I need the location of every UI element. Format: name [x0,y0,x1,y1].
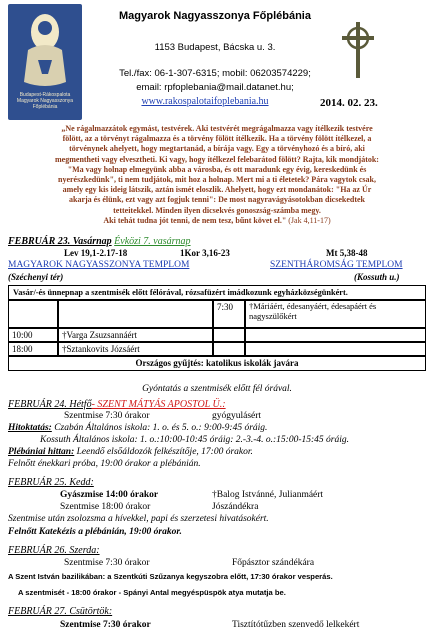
day-tuesday-title: FEBRUÁR 25. Kedd: [8,477,94,488]
mass-row: 7:30 †Máriáért, édesanyáért, édesapáért és nagyszülőkért [8,300,426,328]
choir-rehearsal: Felnőtt énekkari próba, 19:00 órakor a plébánián. [8,459,201,469]
church-right-sub: (Kossuth u.) [354,272,400,282]
phone: Tel./fax: 06-1-307-6315; mobil: 06203574229; [119,68,311,79]
tuesday-mass: Szentmise 18:00 órakor [60,502,151,512]
church-left: MAGYAROK NAGYASSZONYA TEMPLOM [8,260,190,270]
email: email: rpfoplebania@mail.datanet.hu; [136,82,294,93]
tuesday-mass-intent: Jószándékra [212,502,259,512]
collection-note: Országos gyűjtés: katolikus iskolák javára [8,356,426,371]
tuesday-note: Szentmise után zsolozsma a hívekkel, papi és szerzetesi hivatásokért. [8,514,269,524]
wednesday-intent: Főpásztor szándékára [232,558,315,568]
thursday-mass: Szentmise 7:30 órakor [60,620,151,630]
tuesday-prayer-intent: †Balog Istvánné, Julianmáért [212,490,324,500]
church-right: SZENTHÁROMSÁG TEMPLOM [270,260,403,270]
cross-icon [336,20,380,80]
gospel: Mt 5,38-48 [326,248,368,258]
mass-row: 10:00 †Varga Zsuzsannáért [8,328,426,342]
day-wednesday-title: FEBRUÁR 26. Szerda: [8,545,100,556]
confession-note: Vasár/-és ünnepnap a szentmisék előtt félórával, rózsafüzért imádkozunk egyházközségünkért. [8,285,426,300]
day-monday-title: FEBRUÁR 24. Hétfő- SZENT MÁTYÁS APOSTOL Ü.: [8,399,226,410]
address: 1153 Budapest, Bácska u. 3. [154,42,276,53]
wednesday-mass: Szentmise 7:30 órakor [64,558,150,568]
sunday-title: FEBRUÁR 23. Vasárnap Évközi 7. vasárnap [8,236,191,247]
hittan-2: Kossuth Általános iskola: 1. o.:10:00-10:45 óráig: 2.-3.-4. o.:15:00-15:45 óráig. [40,435,349,445]
church-name: Magyarok Nagyasszonya Főplébánia [119,10,311,22]
wednesday-vespers: A Szent István bazilikában: a Szentkúti Szűzanya kegyszobra előtt, 17:30 órakor vesperás. [8,572,333,581]
logo-text: Budapest-Rákospalota Magyarok Nagyasszonya Főplébánia [16,92,74,110]
website-link[interactable]: www.rakospalotaifoplebania.hu [141,96,269,107]
monday-mass: Szentmise 7:30 órakor [64,411,150,421]
reading-1: Lev 19,1-2.17-18 [64,248,128,258]
tuesday-catechesis: Felnőtt Katekézis a plébánián, 19:00 órakor. [8,527,182,537]
mass-row: 18:00 †Sztankovits Józsáért [8,342,426,356]
confession-time: Gyóntatás a szentmisék előtt fél órával. [142,384,292,394]
monday-intent: gyógyulásért [212,411,262,421]
wednesday-evening: A szentmisét - 18:00 órakor - Spányi Antal megyéspüspök atya mutatja be. [18,588,286,597]
parish-logo [8,4,82,120]
hittan-1: Hitoktatás: Czabán Általános iskola: 1. o. és 5. o.: 9:00-9:45 óráig. [8,423,268,433]
tuesday-prayer: Gyászmise 14:00 órakor [60,490,159,500]
day-thursday-title: FEBRUÁR 27. Csütörtök: [8,606,113,617]
church-left-sub: (Széchenyi tér) [8,272,64,282]
scripture-quote: „Ne rágalmazzátok egymást, testvérek. Aki testvérét megrágalmazza vagy ítélkezik testvére fölött, az a törvényt rágalmazza és a törvény fölött ítélkezik. Ha a törvény fölött ítélkezel, a törvénynek ahelyett, hogy megtartanád, a bírája vagy. Egy a törvényhozó és a bíró, aki megmentheti vagy elvesztheti. Ki vagy, hogy ítélkezel felebarátod fölött? Rajta, kik mondjátok: "Ma vagy holnap elmegyünk abba a városba, és ott maradunk egy évig, kereskedünk és nyerészkedünk", ti nem tudjátok, mit hoz a holnap. Mert mi a ti életetek? Pára vagytok csak, amely egy kis ideig látszik, aztán ismét eloszlik. Ahelyett, hogy ezt mondanátok: "Ha az Úr akarja és élünk, ezt vagy azt fogjuk tenni": De most nagyravágyásotokban dicsekedtek tetteitekkel. Minden ilyen dicsekvés gonoszság-számba megy. Aki tehát tudna jót tenni, de nem tesz, bűnt követ el." (Jak 4,11-17) [55,124,379,225]
reading-2: 1Kor 3,16-23 [180,248,230,258]
plebania-hittan: Plébániai hittan: Leendő elsőáldozók felkészítője, 17:00 órakor. [8,447,253,457]
issue-date: 2014. 02. 23. [320,97,378,109]
thursday-intent: Tisztítótűzben szenvedő lelkekért [232,620,360,630]
